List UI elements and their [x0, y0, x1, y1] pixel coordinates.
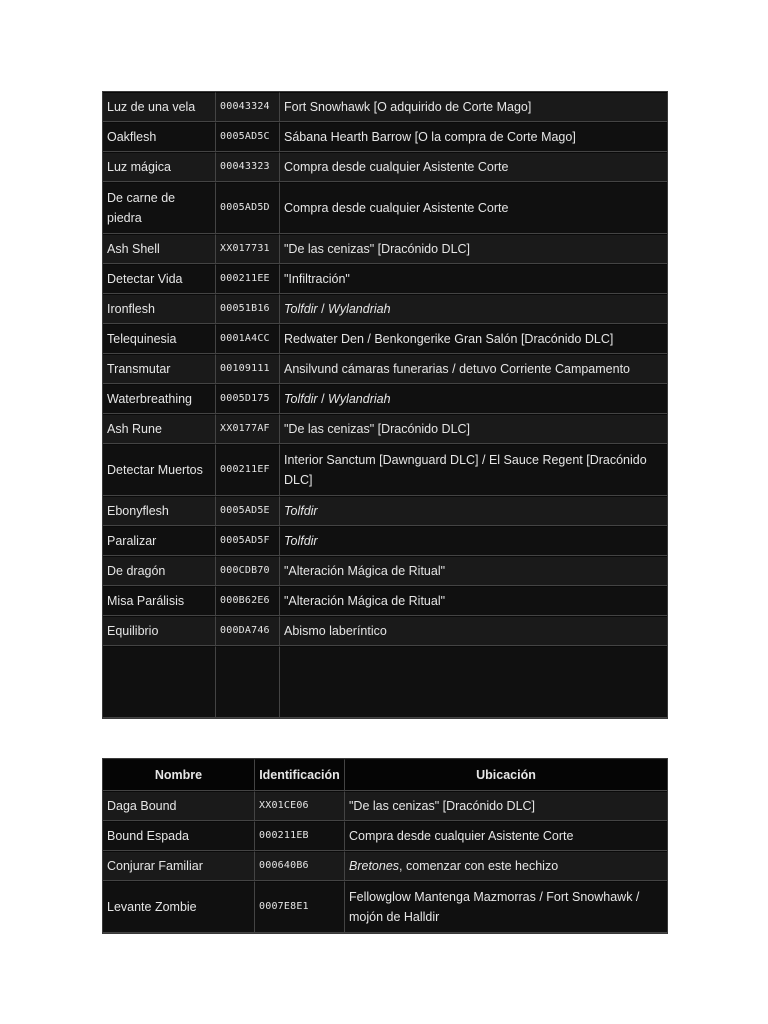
spell-id: 0005AD5D: [216, 182, 280, 234]
spell-location: "De las cenizas" [Dracónido DLC]: [280, 414, 667, 444]
location-separator: /: [317, 391, 329, 406]
spell-location: Compra desde cualquier Asistente Corte: [280, 182, 667, 234]
spell-location: Interior Sanctum [Dawnguard DLC] / El Sauce Regent [Dracónido DLC]: [280, 444, 667, 496]
spell-name: Telequinesia: [103, 324, 216, 354]
table-row: [103, 354, 667, 384]
table-row: [103, 324, 667, 354]
spell-id: 000211EB: [255, 821, 345, 851]
table-row: [103, 414, 667, 444]
spell-location: Tolfdir: [280, 526, 667, 556]
location-note: , comenzar con este hechizo: [399, 858, 559, 873]
spell-location: [345, 851, 667, 881]
spell-name: Misa Parálisis: [103, 586, 216, 616]
spell-location: "Infiltración": [280, 264, 667, 294]
table-row: [103, 92, 667, 122]
spell-id: 0005AD5C: [216, 122, 280, 152]
spell-id: 00043324: [216, 92, 280, 122]
spell-location: "De las cenizas" [Dracónido DLC]: [345, 791, 667, 821]
spell-location: [280, 294, 667, 324]
spell-name: De dragón: [103, 556, 216, 586]
spell-name: Ash Shell: [103, 234, 216, 264]
spell-name: Luz de una vela: [103, 92, 216, 122]
spell-id: 000211EF: [216, 444, 280, 496]
column-header-name: Nombre: [103, 759, 255, 791]
spell-id: 000CDB70: [216, 556, 280, 586]
spell-location: "Alteración Mágica de Ritual": [280, 556, 667, 586]
table-row: [103, 616, 667, 646]
spell-location: Tolfdir: [280, 496, 667, 526]
spell-id: 0005AD5E: [216, 496, 280, 526]
spell-location: Ansilvund cámaras funerarias / detuvo Corriente Campamento: [280, 354, 667, 384]
spell-location: Compra desde cualquier Asistente Corte: [280, 152, 667, 182]
spell-location: Fellowglow Mantenga Mazmorras / Fort Snowhawk / mojón de Halldir: [345, 881, 667, 933]
empty-cell: [103, 646, 216, 718]
spell-id: 000DA746: [216, 616, 280, 646]
spell-location: Abismo laberíntico: [280, 616, 667, 646]
table-row: [103, 444, 667, 496]
table-row-empty: [103, 646, 667, 718]
spell-name: Paralizar: [103, 526, 216, 556]
spell-id: 0005AD5F: [216, 526, 280, 556]
spell-location: Sábana Hearth Barrow [O la compra de Corte Mago]: [280, 122, 667, 152]
spell-location: Compra desde cualquier Asistente Corte: [345, 821, 667, 851]
spell-table-1: [102, 91, 668, 719]
spell-name: Daga Bound: [103, 791, 255, 821]
table-row: [103, 294, 667, 324]
table-row: [103, 234, 667, 264]
spell-name: Conjurar Familiar: [103, 851, 255, 881]
spell-location: Fort Snowhawk [O adquirido de Corte Mago]: [280, 92, 667, 122]
spell-id: 000B62E6: [216, 586, 280, 616]
table-row: [103, 791, 667, 821]
table-row: [103, 586, 667, 616]
spell-id: 0001A4CC: [216, 324, 280, 354]
table-header-row: [103, 759, 667, 791]
table-row: [103, 496, 667, 526]
spell-name: Ironflesh: [103, 294, 216, 324]
location-person: Wylandriah: [328, 391, 391, 406]
spell-name: De carne de piedra: [103, 182, 216, 234]
spell-name: Ebonyflesh: [103, 496, 216, 526]
spell-name: Detectar Vida: [103, 264, 216, 294]
spell-table-2: [102, 758, 668, 934]
spell-name: Luz mágica: [103, 152, 216, 182]
spell-location: [280, 384, 667, 414]
spell-name: Levante Zombie: [103, 881, 255, 933]
spell-id: 00043323: [216, 152, 280, 182]
spell-id: 000640B6: [255, 851, 345, 881]
column-header-location: Ubicación: [345, 759, 667, 791]
location-person: Tolfdir: [284, 301, 318, 316]
spell-id: 000211EE: [216, 264, 280, 294]
spell-location: Redwater Den / Benkongerike Gran Salón [Dracónido DLC]: [280, 324, 667, 354]
table-row: [103, 264, 667, 294]
location-separator: /: [317, 301, 329, 316]
spell-name: Detectar Muertos: [103, 444, 216, 496]
location-race: Bretones: [349, 858, 400, 873]
spell-id: XX017731: [216, 234, 280, 264]
location-person: Wylandriah: [328, 301, 391, 316]
spell-location: "Alteración Mágica de Ritual": [280, 586, 667, 616]
table-row: [103, 526, 667, 556]
table-row: [103, 821, 667, 851]
spell-id: XX01CE06: [255, 791, 345, 821]
empty-cell: [216, 646, 280, 718]
spell-name: Waterbreathing: [103, 384, 216, 414]
table-row: [103, 152, 667, 182]
spell-name: Transmutar: [103, 354, 216, 384]
spell-id: 0007E8E1: [255, 881, 345, 933]
table-row: [103, 122, 667, 152]
empty-cell: [280, 646, 667, 718]
spell-id: 00051B16: [216, 294, 280, 324]
spell-name: Equilibrio: [103, 616, 216, 646]
spell-id: 00109111: [216, 354, 280, 384]
spell-name: Bound Espada: [103, 821, 255, 851]
spell-location: "De las cenizas" [Dracónido DLC]: [280, 234, 667, 264]
spell-name: Ash Rune: [103, 414, 216, 444]
table-row: [103, 881, 667, 933]
table-row: [103, 182, 667, 234]
column-header-id: Identificación: [255, 759, 345, 791]
location-person: Tolfdir: [284, 391, 318, 406]
spell-id: XX0177AF: [216, 414, 280, 444]
spell-name: Oakflesh: [103, 122, 216, 152]
spell-id: 0005D175: [216, 384, 280, 414]
table-row: [103, 384, 667, 414]
table-row: [103, 851, 667, 881]
table-row: [103, 556, 667, 586]
